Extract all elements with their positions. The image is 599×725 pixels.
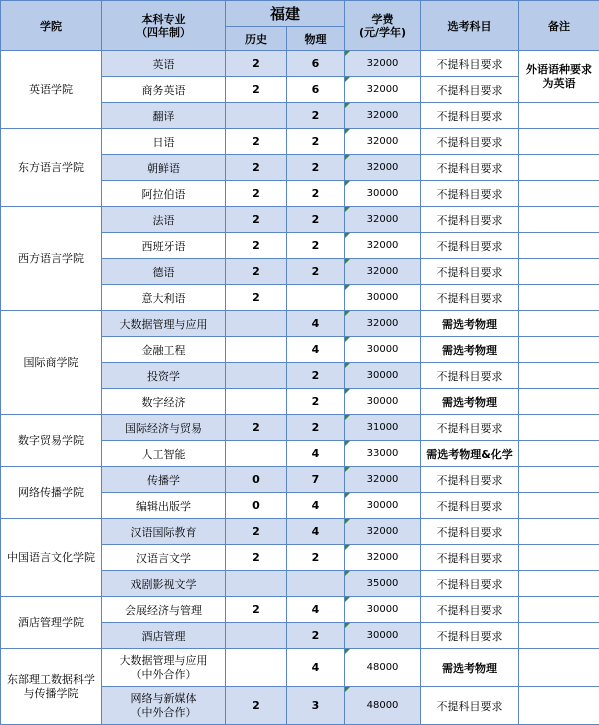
physics-quota-cell: 3 — [287, 687, 345, 725]
major-cell — [102, 519, 226, 545]
comment-marker-icon — [345, 337, 350, 342]
tuition-fee-cell — [345, 389, 421, 415]
tuition-fee-cell — [345, 155, 421, 181]
tuition-fee-value: 32000 — [367, 240, 399, 251]
tuition-fee-cell — [345, 311, 421, 337]
tuition-fee-cell — [345, 363, 421, 389]
history-quota-cell — [226, 389, 287, 415]
subject-requirement-cell: 不提科目要求 — [421, 51, 519, 77]
comment-marker-icon — [345, 597, 350, 602]
header-major-line2: （四年制） — [104, 26, 223, 39]
major-cell — [102, 51, 226, 77]
tuition-fee-cell — [345, 207, 421, 233]
physics-quota-cell: 2 — [287, 129, 345, 155]
note-cell — [519, 545, 599, 571]
tuition-fee-cell — [345, 259, 421, 285]
history-quota-cell: 2 — [226, 687, 287, 725]
table-row — [1, 51, 599, 77]
physics-quota-cell: 4 — [287, 597, 345, 623]
history-quota-cell: 2 — [226, 77, 287, 103]
comment-marker-icon — [345, 415, 350, 420]
school-name-cell: 酒店管理学院 — [1, 597, 102, 649]
tuition-fee-value: 30000 — [367, 396, 399, 407]
subject-requirement-cell: 需选考物理 — [421, 311, 519, 337]
table-row — [1, 649, 599, 687]
physics-quota-cell: 2 — [287, 415, 345, 441]
physics-quota-cell: 6 — [287, 77, 345, 103]
history-quota-cell: 2 — [226, 51, 287, 77]
physics-quota-cell: 7 — [287, 467, 345, 493]
major-cell — [102, 337, 226, 363]
header-fee-line2: (元/学年) — [347, 26, 418, 39]
tuition-fee-cell — [345, 415, 421, 441]
physics-quota-cell: 4 — [287, 441, 345, 467]
subject-requirement-cell: 不提科目要求 — [421, 597, 519, 623]
tuition-fee-value: 30000 — [367, 188, 399, 199]
tuition-fee-cell — [345, 51, 421, 77]
subject-requirement-cell: 需选考物理 — [421, 389, 519, 415]
major-name-line: 人工智能 — [142, 448, 186, 461]
major-cell — [102, 233, 226, 259]
subject-requirement-cell: 不提科目要求 — [421, 233, 519, 259]
history-quota-cell — [226, 103, 287, 129]
major-cell — [102, 415, 226, 441]
physics-quota-cell: 2 — [287, 103, 345, 129]
subject-requirement-cell: 不提科目要求 — [421, 129, 519, 155]
major-cell — [102, 467, 226, 493]
note-cell — [519, 259, 599, 285]
tuition-fee-cell — [345, 233, 421, 259]
tuition-fee-cell — [345, 181, 421, 207]
tuition-fee-value: 35000 — [367, 578, 399, 589]
tuition-fee-cell — [345, 545, 421, 571]
tuition-fee-value: 32000 — [367, 110, 399, 121]
tuition-fee-value: 30000 — [367, 630, 399, 641]
history-quota-cell: 2 — [226, 597, 287, 623]
table-row — [1, 519, 599, 545]
note-cell — [519, 571, 599, 597]
comment-marker-icon — [345, 519, 350, 524]
note-cell — [519, 207, 599, 233]
comment-marker-icon — [345, 233, 350, 238]
tuition-fee-value: 32000 — [367, 214, 399, 225]
table-row — [1, 415, 599, 441]
major-cell — [102, 389, 226, 415]
tuition-fee-value: 33000 — [367, 448, 399, 459]
header-physics: 物理 — [287, 27, 345, 51]
header-major — [102, 1, 226, 51]
subject-requirement-cell: 不提科目要求 — [421, 181, 519, 207]
comment-marker-icon — [345, 545, 350, 550]
school-name-cell: 国际商学院 — [1, 311, 102, 415]
tuition-fee-cell — [345, 597, 421, 623]
tuition-fee-cell — [345, 571, 421, 597]
school-name-cell: 中国语言文化学院 — [1, 519, 102, 597]
major-name-line: 金融工程 — [142, 344, 186, 357]
major-cell — [102, 545, 226, 571]
tuition-fee-cell — [345, 687, 421, 725]
tuition-fee-cell — [345, 103, 421, 129]
tuition-fee-cell — [345, 519, 421, 545]
note-cell — [519, 597, 599, 623]
header-history: 历史 — [226, 27, 287, 51]
tuition-fee-cell — [345, 493, 421, 519]
major-name-line: 传播学 — [147, 474, 180, 487]
major-cell — [102, 571, 226, 597]
note-cell — [519, 363, 599, 389]
physics-quota-cell: 4 — [287, 337, 345, 363]
major-name-line: 汉语国际教育 — [131, 526, 197, 539]
major-name-line: 酒店管理 — [142, 630, 186, 643]
major-cell — [102, 207, 226, 233]
tuition-fee-value: 30000 — [367, 604, 399, 615]
note-cell — [519, 623, 599, 649]
subject-requirement-cell: 不提科目要求 — [421, 493, 519, 519]
history-quota-cell: 2 — [226, 285, 287, 311]
major-cell — [102, 181, 226, 207]
note-cell — [519, 493, 599, 519]
comment-marker-icon — [345, 649, 350, 654]
header-fee — [345, 1, 421, 51]
comment-marker-icon — [345, 285, 350, 290]
comment-marker-icon — [345, 363, 350, 368]
physics-quota-cell — [287, 571, 345, 597]
physics-quota-cell: 2 — [287, 233, 345, 259]
note-cell — [519, 467, 599, 493]
tuition-fee-value: 48000 — [367, 662, 399, 673]
physics-quota-cell: 2 — [287, 259, 345, 285]
comment-marker-icon — [345, 467, 350, 472]
comment-marker-icon — [345, 311, 350, 316]
header-school: 学院 — [1, 1, 102, 51]
physics-quota-cell — [287, 285, 345, 311]
comment-marker-icon — [345, 155, 350, 160]
history-quota-cell: 2 — [226, 519, 287, 545]
tuition-fee-value: 30000 — [367, 292, 399, 303]
note-cell — [519, 155, 599, 181]
subject-requirement-cell: 不提科目要求 — [421, 259, 519, 285]
subject-requirement-cell: 不提科目要求 — [421, 623, 519, 649]
major-name-line: 法语 — [153, 214, 175, 227]
physics-quota-cell: 4 — [287, 311, 345, 337]
tuition-fee-value: 32000 — [367, 526, 399, 537]
subject-requirement-cell: 不提科目要求 — [421, 363, 519, 389]
physics-quota-cell: 2 — [287, 545, 345, 571]
table-row — [1, 467, 599, 493]
subject-requirement-cell: 不提科目要求 — [421, 519, 519, 545]
major-name-line: 戏剧影视文学 — [131, 578, 197, 591]
note-cell — [519, 649, 599, 687]
major-name-line: 网络与新媒体 — [104, 692, 223, 706]
comment-marker-icon — [345, 51, 350, 56]
major-name-line: 大数据管理与应用 — [120, 318, 208, 331]
physics-quota-cell: 2 — [287, 363, 345, 389]
physics-quota-cell: 2 — [287, 155, 345, 181]
major-name-line: 会展经济与管理 — [125, 604, 202, 617]
history-quota-cell — [226, 311, 287, 337]
history-quota-cell — [226, 441, 287, 467]
major-cell — [102, 259, 226, 285]
tuition-fee-cell — [345, 467, 421, 493]
history-quota-cell: 2 — [226, 207, 287, 233]
comment-marker-icon — [345, 129, 350, 134]
tuition-fee-value: 30000 — [367, 344, 399, 355]
tuition-fee-value: 48000 — [367, 700, 399, 711]
comment-marker-icon — [345, 623, 350, 628]
history-quota-cell: 2 — [226, 155, 287, 181]
major-name-line: 商务英语 — [142, 84, 186, 97]
tuition-fee-cell — [345, 285, 421, 311]
major-name-line: 数字经济 — [142, 396, 186, 409]
major-name-line: 德语 — [153, 266, 175, 279]
note-cell — [519, 285, 599, 311]
tuition-fee-cell — [345, 649, 421, 687]
physics-quota-cell: 2 — [287, 207, 345, 233]
major-cell — [102, 687, 226, 725]
major-cell — [102, 311, 226, 337]
header-fee-line1: 学费 — [347, 13, 418, 26]
note-cell — [519, 129, 599, 155]
physics-quota-cell: 4 — [287, 493, 345, 519]
history-quota-cell: 2 — [226, 233, 287, 259]
note-cell — [519, 233, 599, 259]
physics-quota-cell: 4 — [287, 519, 345, 545]
subject-requirement-cell: 不提科目要求 — [421, 285, 519, 311]
note-cell — [519, 441, 599, 467]
comment-marker-icon — [345, 181, 350, 186]
history-quota-cell: 2 — [226, 259, 287, 285]
tuition-fee-value: 32000 — [367, 58, 399, 69]
major-name-line: 西班牙语 — [142, 240, 186, 253]
physics-quota-cell: 4 — [287, 649, 345, 687]
note-cell — [519, 519, 599, 545]
subject-requirement-cell: 不提科目要求 — [421, 415, 519, 441]
major-name-line: 翻译 — [153, 110, 175, 123]
physics-quota-cell: 2 — [287, 623, 345, 649]
history-quota-cell — [226, 649, 287, 687]
history-quota-cell: 2 — [226, 545, 287, 571]
major-name-line: 日语 — [153, 136, 175, 149]
subject-requirement-cell: 不提科目要求 — [421, 571, 519, 597]
subject-requirement-cell: 需选考物理&化学 — [421, 441, 519, 467]
major-cell — [102, 155, 226, 181]
tuition-fee-value: 31000 — [367, 422, 399, 433]
major-name-line: 大数据管理与应用 — [104, 654, 223, 668]
history-quota-cell: 0 — [226, 493, 287, 519]
comment-marker-icon — [345, 259, 350, 264]
major-cell — [102, 623, 226, 649]
major-name-line: 投资学 — [147, 370, 180, 383]
table-row — [1, 207, 599, 233]
major-cell — [102, 597, 226, 623]
subject-requirement-cell: 需选考物理 — [421, 337, 519, 363]
major-cell — [102, 285, 226, 311]
physics-quota-cell: 2 — [287, 389, 345, 415]
tuition-fee-value: 32000 — [367, 84, 399, 95]
table-row — [1, 129, 599, 155]
header-subjects: 选考科目 — [421, 1, 519, 51]
school-name-cell: 英语学院 — [1, 51, 102, 129]
comment-marker-icon — [345, 389, 350, 394]
school-name-cell: 西方语言学院 — [1, 207, 102, 311]
subject-requirement-cell: 不提科目要求 — [421, 207, 519, 233]
note-cell — [519, 389, 599, 415]
table-row — [1, 597, 599, 623]
note-cell — [519, 103, 599, 129]
tuition-fee-cell — [345, 337, 421, 363]
major-name-line: 编辑出版学 — [136, 500, 191, 513]
subject-requirement-cell: 不提科目要求 — [421, 103, 519, 129]
comment-marker-icon — [345, 571, 350, 576]
school-name-cell: 数字贸易学院 — [1, 415, 102, 467]
header-major-line1: 本科专业 — [104, 13, 223, 26]
major-name-line: 意大利语 — [142, 292, 186, 305]
table-row — [1, 311, 599, 337]
physics-quota-cell: 6 — [287, 51, 345, 77]
comment-marker-icon — [345, 77, 350, 82]
comment-marker-icon — [345, 493, 350, 498]
physics-quota-cell: 2 — [287, 181, 345, 207]
school-name-cell: 东方语言学院 — [1, 129, 102, 207]
major-name-line: 阿拉伯语 — [142, 188, 186, 201]
subject-requirement-cell: 不提科目要求 — [421, 77, 519, 103]
header-note: 备注 — [519, 1, 599, 51]
history-quota-cell — [226, 363, 287, 389]
note-cell — [519, 181, 599, 207]
history-quota-cell: 2 — [226, 129, 287, 155]
subject-requirement-cell: 不提科目要求 — [421, 545, 519, 571]
major-cell — [102, 649, 226, 687]
tuition-fee-value: 30000 — [367, 500, 399, 511]
history-quota-cell — [226, 571, 287, 597]
history-quota-cell: 2 — [226, 181, 287, 207]
school-name-cell: 网络传播学院 — [1, 467, 102, 519]
major-name-line: （中外合作） — [104, 706, 223, 720]
tuition-fee-cell — [345, 623, 421, 649]
comment-marker-icon — [345, 207, 350, 212]
note-cell — [519, 415, 599, 441]
major-cell — [102, 77, 226, 103]
tuition-fee-value: 30000 — [367, 370, 399, 381]
comment-marker-icon — [345, 687, 350, 692]
tuition-fee-value: 32000 — [367, 552, 399, 563]
history-quota-cell — [226, 623, 287, 649]
subject-requirement-cell: 需选考物理 — [421, 649, 519, 687]
history-quota-cell — [226, 337, 287, 363]
note-cell — [519, 337, 599, 363]
major-cell — [102, 441, 226, 467]
major-name-line: 国际经济与贸易 — [125, 422, 202, 435]
tuition-fee-cell — [345, 129, 421, 155]
history-quota-cell: 2 — [226, 415, 287, 441]
tuition-fee-cell — [345, 77, 421, 103]
tuition-fee-value: 32000 — [367, 136, 399, 147]
header-province: 福建 — [226, 1, 345, 27]
subject-requirement-cell: 不提科目要求 — [421, 155, 519, 181]
history-quota-cell: 0 — [226, 467, 287, 493]
major-name-line: （中外合作） — [104, 668, 223, 682]
note-cell: 外语语种要求为英语 — [519, 51, 599, 103]
tuition-fee-value: 32000 — [367, 474, 399, 485]
tuition-fee-value: 32000 — [367, 266, 399, 277]
subject-requirement-cell: 不提科目要求 — [421, 687, 519, 725]
major-cell — [102, 129, 226, 155]
table-body — [1, 51, 599, 725]
school-name-cell: 东部理工数据科学与传播学院 — [1, 649, 102, 725]
major-name-line: 汉语言文学 — [136, 552, 191, 565]
comment-marker-icon — [345, 103, 350, 108]
major-cell — [102, 493, 226, 519]
comment-marker-icon — [345, 441, 350, 446]
note-cell — [519, 687, 599, 725]
tuition-fee-cell — [345, 441, 421, 467]
tuition-fee-value: 32000 — [367, 162, 399, 173]
major-name-line: 朝鲜语 — [147, 162, 180, 175]
tuition-fee-value: 32000 — [367, 318, 399, 329]
note-cell — [519, 311, 599, 337]
major-name-line: 英语 — [153, 58, 175, 71]
major-cell — [102, 103, 226, 129]
subject-requirement-cell: 不提科目要求 — [421, 467, 519, 493]
major-cell — [102, 363, 226, 389]
